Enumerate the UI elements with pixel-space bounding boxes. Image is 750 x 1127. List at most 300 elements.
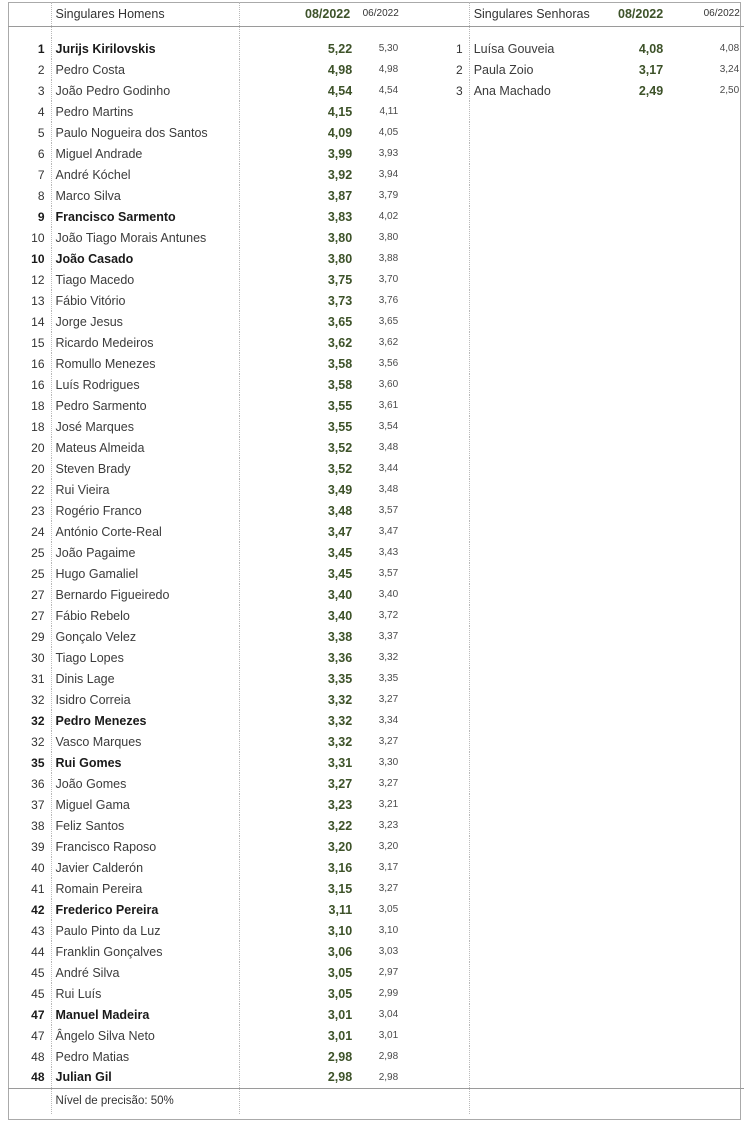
men-rank: 20: [24, 437, 51, 458]
women-previous-rating: [699, 689, 744, 710]
women-gap-cell: [671, 836, 699, 857]
table-row[interactable]: [8, 920, 744, 941]
women-current-rating: [609, 584, 671, 605]
men-current-rating: 3,80: [327, 251, 353, 266]
men-gap-cell: [239, 752, 305, 773]
women-previous-rating: [699, 542, 744, 563]
women-gap-cell: [671, 962, 699, 983]
women-current-rating: [609, 521, 671, 542]
women-player-name: [469, 689, 609, 710]
men-gap-cell: [239, 1067, 305, 1088]
women-previous-rating: [699, 647, 744, 668]
men-rank: 27: [24, 584, 51, 605]
women-gap-cell: [671, 143, 699, 164]
men-player-name: Franklin Gonçalves: [55, 944, 163, 959]
women-rank: [441, 1067, 469, 1088]
men-player-name: Pedro Menezes: [55, 713, 147, 728]
men-current-rating: 3,38: [327, 629, 353, 644]
men-player-name: Francisco Raposo: [55, 839, 157, 854]
table-row[interactable]: [8, 458, 744, 479]
women-previous-rating: [699, 836, 744, 857]
women-player-name: [469, 437, 609, 458]
women-player-name: [469, 521, 609, 542]
table-row[interactable]: [8, 857, 744, 878]
table-row[interactable]: [8, 248, 744, 269]
table-row[interactable]: [8, 311, 744, 332]
women-rank: [441, 374, 469, 395]
table-row[interactable]: [8, 206, 744, 227]
women-gap-cell: [671, 500, 699, 521]
row-pad-cell: [8, 878, 24, 899]
men-previous-rating: 3,57: [378, 568, 399, 579]
men-rank: 27: [24, 605, 51, 626]
women-previous-rating: 4,08: [719, 43, 740, 54]
men-previous-rating: 3,04: [378, 1009, 399, 1020]
table-row[interactable]: [8, 227, 744, 248]
row-spacer-cell: [403, 395, 441, 416]
table-row[interactable]: [8, 353, 744, 374]
row-pad-cell: [8, 668, 24, 689]
women-player-name: [469, 1004, 609, 1025]
men-player-name: Fábio Rebelo: [55, 608, 130, 623]
men-player-name: Jurijs Kirilovskis: [55, 41, 156, 56]
men-previous-rating: 3,10: [378, 925, 399, 936]
footer-wrank-cell: [441, 1088, 469, 1114]
row-pad-cell: [8, 836, 24, 857]
men-player-name: Fábio Vitório: [55, 293, 126, 308]
table-row[interactable]: [8, 164, 744, 185]
women-current-rating: [609, 857, 671, 878]
men-previous-rating: 3,35: [378, 673, 399, 684]
men-rank: 36: [24, 773, 51, 794]
women-gap-cell: [671, 395, 699, 416]
women-player-name: Ana Machado: [473, 83, 551, 98]
footer-wgap-cell: [671, 1088, 699, 1114]
women-current-rating: [609, 1067, 671, 1088]
men-previous-rating: 3,21: [378, 799, 399, 810]
men-player-name: André Silva: [55, 965, 120, 980]
men-previous-rating: 5,30: [378, 43, 399, 54]
table-row[interactable]: [8, 521, 744, 542]
women-player-name: [469, 101, 609, 122]
women-rank: [441, 752, 469, 773]
women-player-name: [469, 374, 609, 395]
men-previous-rating: 3,61: [378, 400, 399, 411]
table-row[interactable]: [8, 122, 744, 143]
men-current-rating: 3,20: [327, 839, 353, 854]
men-player-name: João Gomes: [55, 776, 127, 791]
women-gap-cell: [671, 311, 699, 332]
women-gap-cell: [671, 122, 699, 143]
women-rank: [441, 563, 469, 584]
row-spacer-cell: [403, 80, 441, 101]
men-gap-cell: [239, 227, 305, 248]
row-pad-cell: [8, 290, 24, 311]
men-rank: 32: [24, 689, 51, 710]
women-rank: [441, 332, 469, 353]
table-row[interactable]: [8, 899, 744, 920]
women-gap-cell: [671, 983, 699, 1004]
table-row[interactable]: [8, 395, 744, 416]
men-gap-cell: [239, 437, 305, 458]
table-row[interactable]: [8, 731, 744, 752]
women-gap-cell: [671, 731, 699, 752]
table-row[interactable]: [8, 752, 744, 773]
men-gap-cell: [239, 1046, 305, 1067]
row-spacer-cell: [403, 542, 441, 563]
women-gap-cell: [671, 1046, 699, 1067]
women-rank: [441, 122, 469, 143]
women-gap-cell: [671, 101, 699, 122]
row-pad-cell: [8, 731, 24, 752]
women-rank: [441, 836, 469, 857]
women-previous-rating: [699, 185, 744, 206]
women-previous-rating: [699, 395, 744, 416]
women-previous-rating: [699, 899, 744, 920]
men-current-rating: 3,83: [327, 209, 353, 224]
table-row[interactable]: [8, 1046, 744, 1067]
row-pad-cell: [8, 962, 24, 983]
row-pad-cell: [8, 521, 24, 542]
men-player-name: Romain Pereira: [55, 881, 143, 896]
men-previous-rating: 4,05: [378, 127, 399, 138]
table-row[interactable]: [8, 689, 744, 710]
women-previous-rating: [699, 878, 744, 899]
men-player-name: Vasco Marques: [55, 734, 142, 749]
women-previous-rating: [699, 584, 744, 605]
men-rank: 6: [24, 143, 51, 164]
women-gap-cell: [671, 773, 699, 794]
men-rank: 23: [24, 500, 51, 521]
row-spacer-cell: [403, 647, 441, 668]
men-gap-cell: [239, 353, 305, 374]
women-current-rating: [609, 731, 671, 752]
women-gap-cell: [671, 227, 699, 248]
women-gap-cell: [671, 164, 699, 185]
men-gap-cell: [239, 920, 305, 941]
women-current-rating: [609, 122, 671, 143]
row-pad-cell: [8, 605, 24, 626]
men-previous-rating: 3,70: [378, 274, 399, 285]
women-rank: [441, 878, 469, 899]
table-row[interactable]: [8, 836, 744, 857]
women-current-rating: [609, 542, 671, 563]
spacer-cell-wrank: [441, 26, 469, 38]
men-previous-rating: 3,65: [378, 316, 399, 327]
men-player-name: Rui Vieira: [55, 482, 110, 497]
women-current-rating: [609, 311, 671, 332]
row-pad-cell: [8, 248, 24, 269]
men-rank: 44: [24, 941, 51, 962]
women-rank: [441, 290, 469, 311]
men-current-rating: 3,01: [327, 1028, 353, 1043]
men-current-rating: 3,16: [327, 860, 353, 875]
men-current-period-header: 08/2022: [305, 2, 358, 26]
men-gap-cell: [239, 59, 305, 80]
row-pad-cell: [8, 122, 24, 143]
row-pad-cell: [8, 689, 24, 710]
row-spacer-cell: [403, 332, 441, 353]
women-gap-cell: [671, 794, 699, 815]
table-row[interactable]: [8, 983, 744, 1004]
row-pad-cell: [8, 857, 24, 878]
table-row[interactable]: [8, 143, 744, 164]
men-current-rating: 3,23: [327, 797, 353, 812]
women-current-rating: [609, 416, 671, 437]
table-row[interactable]: [8, 815, 744, 836]
table-row[interactable]: [8, 647, 744, 668]
women-rank: [441, 311, 469, 332]
women-player-name: [469, 206, 609, 227]
row-spacer-cell: [403, 605, 441, 626]
men-gap-cell: [239, 143, 305, 164]
row-spacer-cell: [403, 122, 441, 143]
men-rank: 31: [24, 668, 51, 689]
men-rank: 1: [24, 38, 51, 59]
women-current-rating: [609, 815, 671, 836]
men-gap-cell: [239, 542, 305, 563]
men-gap-cell: [239, 941, 305, 962]
women-previous-rating: [699, 227, 744, 248]
men-current-rating: 3,45: [327, 545, 353, 560]
women-previous-rating: [699, 962, 744, 983]
table-row[interactable]: [8, 773, 744, 794]
men-player-name: Miguel Gama: [55, 797, 130, 812]
table-row[interactable]: [8, 416, 744, 437]
women-current-rating: [609, 626, 671, 647]
row-pad-cell: [8, 500, 24, 521]
women-gap-cell: [671, 563, 699, 584]
men-rank: 25: [24, 542, 51, 563]
table-row[interactable]: [8, 269, 744, 290]
women-previous-rating: [699, 458, 744, 479]
men-rank: 37: [24, 794, 51, 815]
women-gap-cell: [671, 1067, 699, 1088]
women-gap-cell: [671, 206, 699, 227]
row-spacer-cell: [403, 668, 441, 689]
men-rank: 47: [24, 1004, 51, 1025]
women-rank: [441, 983, 469, 1004]
row-spacer-cell: [403, 59, 441, 80]
women-previous-rating: [699, 563, 744, 584]
row-spacer-cell: [403, 143, 441, 164]
men-gap-cell: [239, 710, 305, 731]
row-spacer-cell: [403, 227, 441, 248]
table-row[interactable]: [8, 500, 744, 521]
row-spacer-cell: [403, 269, 441, 290]
row-pad-cell: [8, 458, 24, 479]
men-rank: 4: [24, 101, 51, 122]
women-current-rating: [609, 269, 671, 290]
women-rank: [441, 773, 469, 794]
table-row[interactable]: [8, 794, 744, 815]
women-previous-rating: [699, 815, 744, 836]
women-current-rating: 3,17: [638, 62, 664, 77]
men-player-name: Pedro Martins: [55, 104, 134, 119]
men-gap-cell: [239, 101, 305, 122]
table-row[interactable]: [8, 878, 744, 899]
men-current-rating: 3,80: [327, 230, 353, 245]
footer-rank-cell: [24, 1088, 51, 1114]
table-row[interactable]: [8, 962, 744, 983]
women-header-rank-cell: [441, 2, 469, 26]
women-previous-rating: [699, 857, 744, 878]
men-previous-rating: 3,23: [378, 820, 399, 831]
table-row[interactable]: [8, 626, 744, 647]
men-player-name: Luís Rodrigues: [55, 377, 140, 392]
table-row[interactable]: [8, 437, 744, 458]
women-rank: [441, 647, 469, 668]
table-row[interactable]: [8, 542, 744, 563]
men-rank: 20: [24, 458, 51, 479]
women-rank: [441, 269, 469, 290]
women-player-name: [469, 542, 609, 563]
women-rank: [441, 500, 469, 521]
women-rank: [441, 521, 469, 542]
row-pad-cell: [8, 1004, 24, 1025]
row-spacer-cell: [403, 521, 441, 542]
table-row[interactable]: [8, 584, 744, 605]
men-gap-cell: [239, 899, 305, 920]
men-previous-rating: 3,72: [378, 610, 399, 621]
spacer-cell-wname: [469, 26, 609, 38]
men-player-name: Gonçalo Velez: [55, 629, 137, 644]
men-current-rating: 3,49: [327, 482, 353, 497]
men-current-rating: 3,55: [327, 398, 353, 413]
table-row[interactable]: [8, 668, 744, 689]
men-player-name: Jorge Jesus: [55, 314, 123, 329]
women-player-name: [469, 164, 609, 185]
table-row[interactable]: [8, 710, 744, 731]
men-rank: 45: [24, 962, 51, 983]
men-current-rating: 3,22: [327, 818, 353, 833]
women-rank: [441, 605, 469, 626]
men-rank: 3: [24, 80, 51, 101]
men-previous-rating: 3,54: [378, 421, 399, 432]
women-current-rating: [609, 101, 671, 122]
women-player-name: [469, 248, 609, 269]
men-player-name: Rogério Franco: [55, 503, 142, 518]
men-rank: 2: [24, 59, 51, 80]
women-player-name: [469, 920, 609, 941]
men-current-rating: 3,92: [327, 167, 353, 182]
men-player-name: Julian Gil: [55, 1070, 112, 1085]
women-gap-cell: [671, 458, 699, 479]
women-rank: [441, 584, 469, 605]
women-player-name: [469, 458, 609, 479]
women-current-rating: [609, 647, 671, 668]
men-previous-rating: 3,60: [378, 379, 399, 390]
spacer-cell-spacer: [403, 26, 441, 38]
men-gap-cell: [239, 794, 305, 815]
table-row[interactable]: [8, 479, 744, 500]
women-player-name: [469, 290, 609, 311]
spacer-cell-name: [51, 26, 239, 38]
women-gap-cell: [671, 290, 699, 311]
men-gap-cell: [239, 584, 305, 605]
men-gap-cell: [239, 647, 305, 668]
women-gap-cell: [671, 59, 699, 80]
women-previous-rating: [699, 1004, 744, 1025]
women-gap-cell: [671, 269, 699, 290]
women-previous-rating: [699, 269, 744, 290]
footer-row: [8, 1088, 744, 1114]
table-row[interactable]: [8, 563, 744, 584]
table-row[interactable]: [8, 101, 744, 122]
women-gap-cell: [671, 605, 699, 626]
table-row[interactable]: [8, 185, 744, 206]
women-rank: [441, 206, 469, 227]
men-previous-rating: 3,40: [378, 589, 399, 600]
women-current-rating: [609, 143, 671, 164]
table-row[interactable]: [8, 59, 744, 80]
row-spacer-cell: [403, 563, 441, 584]
footer-wval2-cell: [699, 1088, 744, 1114]
women-gap-cell: [671, 668, 699, 689]
row-pad-cell: [8, 395, 24, 416]
women-player-name: [469, 395, 609, 416]
men-previous-rating: 3,48: [378, 442, 399, 453]
women-player-name: [469, 143, 609, 164]
men-rank: 47: [24, 1025, 51, 1046]
women-previous-rating: [699, 500, 744, 521]
table-row[interactable]: [8, 290, 744, 311]
table-row[interactable]: [8, 332, 744, 353]
men-gap-cell: [239, 731, 305, 752]
women-current-rating: [609, 668, 671, 689]
women-player-name: [469, 857, 609, 878]
men-rank: 8: [24, 185, 51, 206]
row-spacer-cell: [403, 731, 441, 752]
men-player-name: Tiago Lopes: [55, 650, 124, 665]
women-rank: [441, 815, 469, 836]
men-current-rating: 4,15: [327, 104, 353, 119]
women-current-rating: [609, 227, 671, 248]
row-spacer-cell: [403, 878, 441, 899]
women-player-name: [469, 185, 609, 206]
table-row[interactable]: [8, 38, 744, 59]
women-current-rating: [609, 605, 671, 626]
women-current-rating: [609, 836, 671, 857]
women-previous-rating: [699, 773, 744, 794]
men-current-rating: 3,32: [327, 734, 353, 749]
row-pad-cell: [8, 626, 24, 647]
table-row[interactable]: [8, 1025, 744, 1046]
men-player-name: Francisco Sarmento: [55, 209, 176, 224]
women-previous-rating: [699, 290, 744, 311]
table-row[interactable]: [8, 1067, 744, 1088]
row-pad-cell: [8, 752, 24, 773]
women-rank: [441, 626, 469, 647]
men-rank: 24: [24, 521, 51, 542]
row-spacer-cell: [403, 248, 441, 269]
table-row[interactable]: [8, 605, 744, 626]
men-player-name: João Casado: [55, 251, 134, 266]
men-previous-rating: 3,47: [378, 526, 399, 537]
table-row[interactable]: [8, 941, 744, 962]
women-gap-cell: [671, 542, 699, 563]
women-rank: [441, 731, 469, 752]
table-row[interactable]: [8, 80, 744, 101]
women-current-period-header: 08/2022: [609, 2, 671, 26]
table-row[interactable]: [8, 1004, 744, 1025]
women-player-name: [469, 773, 609, 794]
table-row[interactable]: [8, 374, 744, 395]
women-gap-cell: [671, 374, 699, 395]
men-previous-rating: 3,94: [378, 169, 399, 180]
women-player-name: [469, 563, 609, 584]
header-gap-cell: [239, 2, 305, 26]
